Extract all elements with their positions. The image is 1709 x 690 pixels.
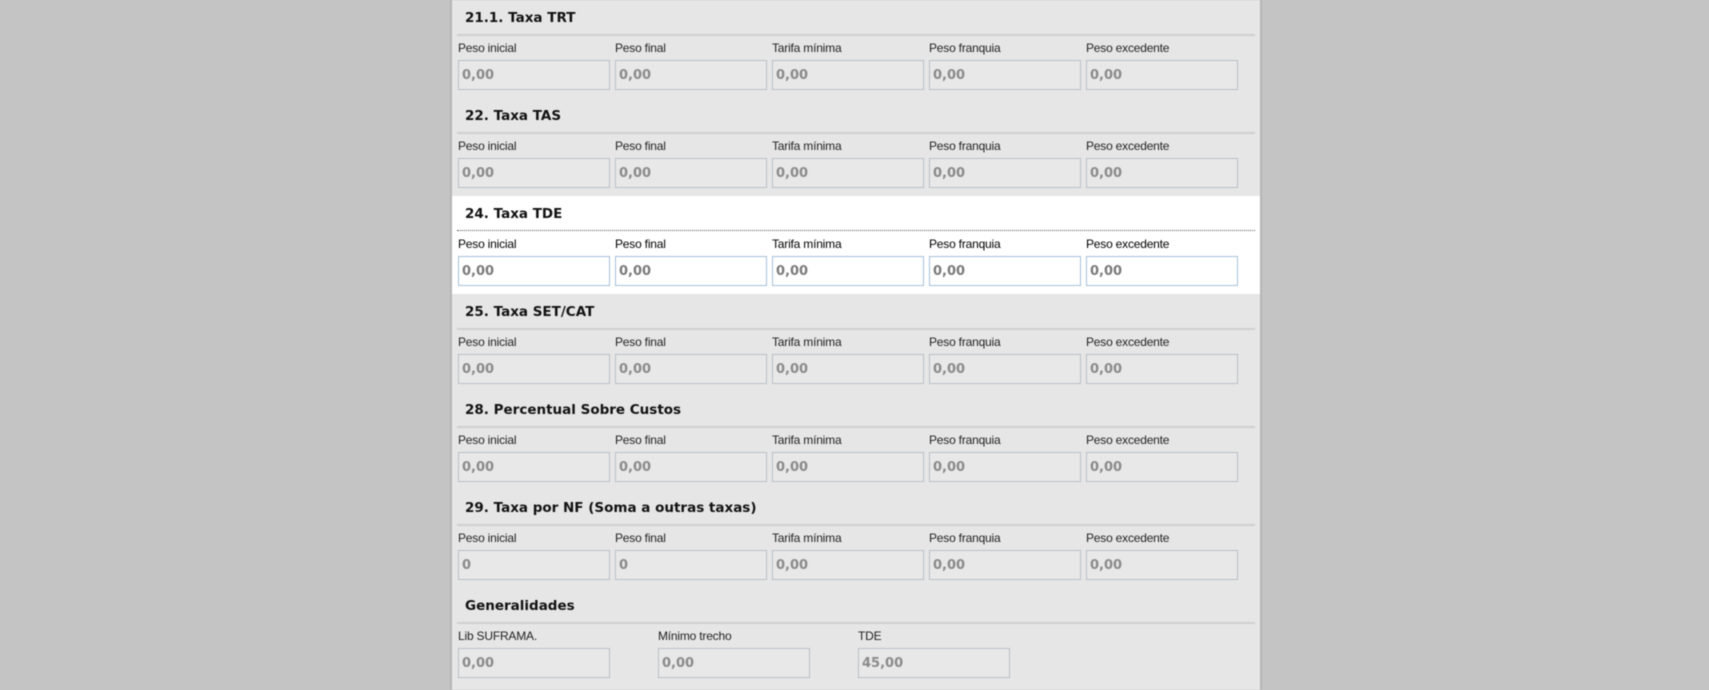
field-lib-suframa [458,628,610,678]
field-peso-final [615,432,767,482]
field-peso-inicial [458,334,610,384]
tarifa-minima-input[interactable] [772,550,924,580]
field-label: Tarifa mínima [772,335,842,349]
field-tarifa-minima [772,138,924,188]
field-label: Peso excedente [1086,41,1170,55]
peso-franquia-input[interactable] [929,354,1081,384]
peso-franquia-input[interactable] [929,256,1081,286]
section-taxa-por-nf [452,490,1260,588]
field-label: Peso final [615,335,666,349]
section-taxa-set-cat [452,294,1260,392]
section-title: 24. Taxa TDE [465,206,563,222]
field-peso-final [615,138,767,188]
peso-excedente-input[interactable] [1086,60,1238,90]
field-label: Tarifa mínima [772,139,842,153]
field-label: Peso inicial [458,41,517,55]
field-tarifa-minima [772,432,924,482]
field-peso-excedente [1086,334,1238,384]
field-tarifa-minima [772,334,924,384]
field-label: Tarifa mínima [772,237,842,251]
field-peso-franquia [929,40,1081,90]
field-label: Peso final [615,41,666,55]
peso-excedente-input[interactable] [1086,354,1238,384]
field-label: Peso inicial [458,139,517,153]
peso-final-input[interactable] [615,354,767,384]
field-label: Peso excedente [1086,531,1170,545]
field-peso-final [615,530,767,580]
peso-inicial-input[interactable] [458,158,610,188]
field-label: Peso final [615,433,666,447]
field-peso-excedente [1086,40,1238,90]
peso-inicial-input[interactable] [458,60,610,90]
section-taxa-tde [452,196,1260,294]
field-peso-inicial [458,138,610,188]
field-peso-inicial [458,432,610,482]
field-label: Peso final [615,531,666,545]
section-title: 29. Taxa por NF (Soma a outras taxas) [465,500,757,516]
section-title: 28. Percentual Sobre Custos [465,402,682,418]
field-label: Peso franquia [929,433,1001,447]
field-peso-excedente [1086,432,1238,482]
section-generalidades [452,588,1260,686]
peso-excedente-input[interactable] [1086,256,1238,286]
field-label: Tarifa mínima [772,531,842,545]
section-divider [457,328,1255,330]
section-title: 25. Taxa SET/CAT [465,304,595,320]
peso-inicial-input[interactable] [458,452,610,482]
field-peso-inicial [458,236,610,286]
tarifa-minima-input[interactable] [772,452,924,482]
tarifa-minima-input[interactable] [772,354,924,384]
field-tde [858,628,1010,678]
field-label: Peso excedente [1086,237,1170,251]
lib-suframa-input[interactable] [458,648,610,678]
peso-final-input[interactable] [615,60,767,90]
peso-franquia-input[interactable] [929,452,1081,482]
section-taxa-trt [452,0,1260,98]
field-label: Peso franquia [929,335,1001,349]
field-peso-inicial [458,530,610,580]
field-peso-franquia [929,138,1081,188]
peso-final-input[interactable] [615,256,767,286]
section-title: 21.1. Taxa TRT [465,10,576,26]
peso-excedente-input[interactable] [1086,452,1238,482]
field-peso-excedente [1086,236,1238,286]
peso-excedente-input[interactable] [1086,550,1238,580]
field-label: TDE [858,629,882,643]
field-label: Peso final [615,237,666,251]
field-label: Tarifa mínima [772,433,842,447]
field-peso-excedente [1086,530,1238,580]
section-divider [457,132,1255,134]
peso-inicial-input[interactable] [458,354,610,384]
field-label: Peso excedente [1086,335,1170,349]
tarifa-minima-input[interactable] [772,158,924,188]
field-peso-franquia [929,334,1081,384]
form-panel [450,0,1262,690]
field-label: Peso franquia [929,237,1001,251]
tarifa-minima-input[interactable] [772,60,924,90]
field-label: Peso franquia [929,139,1001,153]
field-peso-final [615,334,767,384]
field-label: Peso excedente [1086,433,1170,447]
field-tarifa-minima [772,530,924,580]
field-tarifa-minima [772,40,924,90]
section-divider [457,34,1255,36]
field-label: Tarifa mínima [772,41,842,55]
field-label: Mínimo trecho [658,629,732,643]
peso-inicial-input[interactable] [458,256,610,286]
field-label: Peso inicial [458,335,517,349]
field-label: Peso inicial [458,433,517,447]
field-minimo-trecho [658,628,810,678]
peso-excedente-input[interactable] [1086,158,1238,188]
minimo-trecho-input[interactable] [658,648,810,678]
field-label: Peso inicial [458,237,517,251]
peso-final-input[interactable] [615,158,767,188]
field-label: Peso inicial [458,531,517,545]
section-title: 22. Taxa TAS [465,108,562,124]
field-label: Peso excedente [1086,139,1170,153]
tarifa-minima-input[interactable] [772,256,924,286]
section-percentual-sobre-custos [452,392,1260,490]
field-label: Peso final [615,139,666,153]
section-divider [457,622,1255,624]
field-label: Peso franquia [929,41,1001,55]
section-title: Generalidades [465,598,575,614]
peso-franquia-input[interactable] [929,158,1081,188]
peso-franquia-input[interactable] [929,550,1081,580]
field-peso-franquia [929,530,1081,580]
field-peso-franquia [929,432,1081,482]
peso-inicial-input[interactable] [458,550,610,580]
tde-input[interactable] [858,648,1010,678]
peso-franquia-input[interactable] [929,60,1081,90]
field-peso-inicial [458,40,610,90]
section-divider [457,524,1255,526]
field-peso-final [615,236,767,286]
field-label: Peso franquia [929,531,1001,545]
field-tarifa-minima [772,236,924,286]
section-divider [457,426,1255,428]
field-label: Lib SUFRAMA. [458,629,537,643]
peso-final-input[interactable] [615,550,767,580]
peso-final-input[interactable] [615,452,767,482]
field-peso-excedente [1086,138,1238,188]
field-peso-franquia [929,236,1081,286]
field-peso-final [615,40,767,90]
section-divider [457,230,1255,231]
section-taxa-tas [452,98,1260,196]
